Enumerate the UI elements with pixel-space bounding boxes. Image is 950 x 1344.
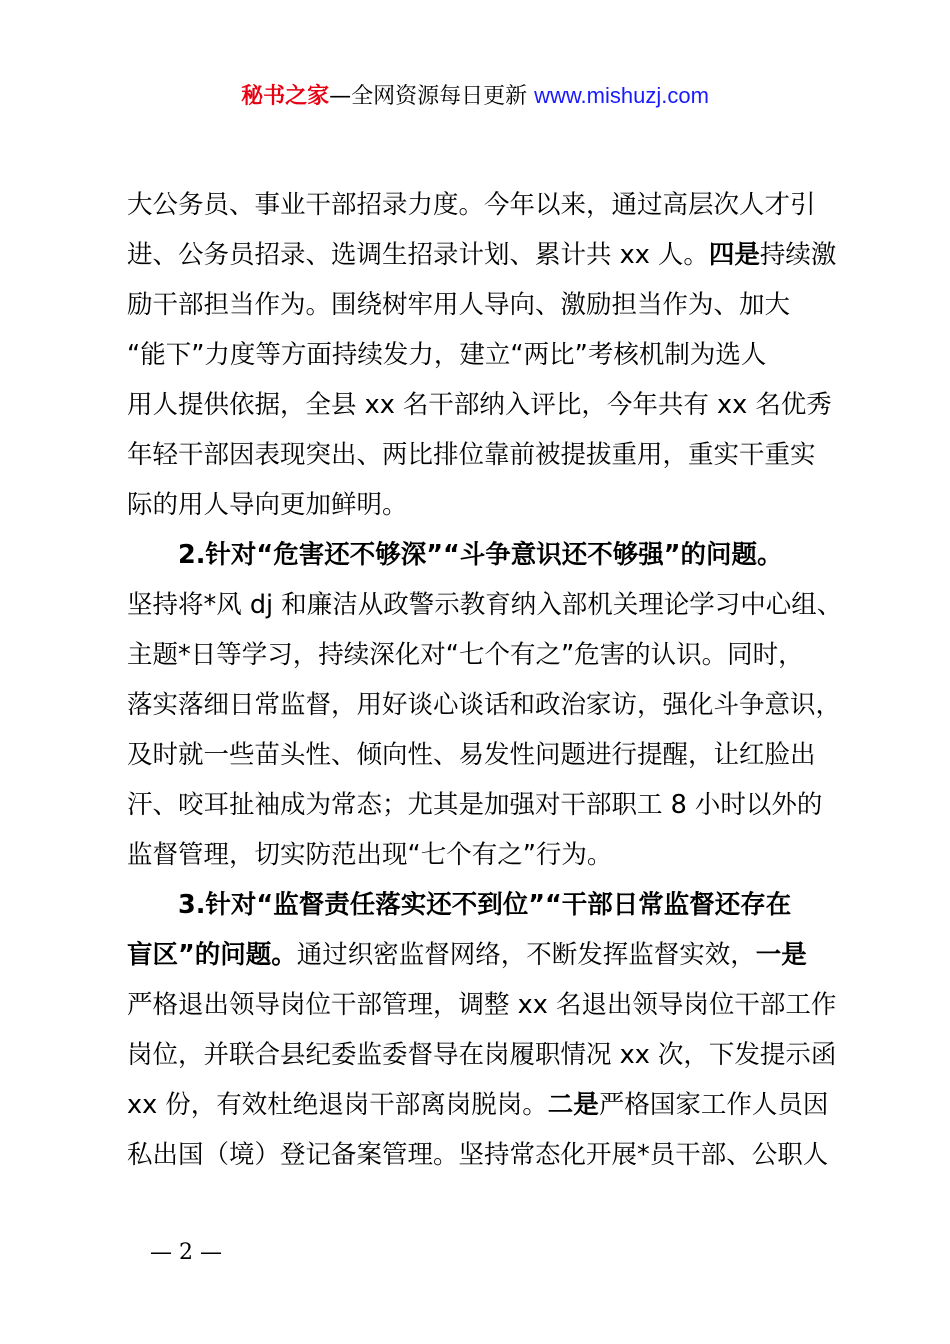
paragraph-2: [127, 530, 843, 880]
emphasis-two: 二是: [547, 1090, 599, 1120]
text-line: 严格退出领导岗位干部管理，调整 xx 名退出领导岗位干部工作: [127, 990, 837, 1020]
text-line: 际的用人导向更加鲜明。: [127, 490, 408, 520]
site-url-link[interactable]: www.mishuzj.com: [534, 83, 709, 108]
document-body: [127, 180, 843, 1180]
text-line: xx 份，有效杜绝退岗干部离岗脱岗。二是严格国家工作人员因: [127, 1090, 829, 1120]
text-line: 用人提供依据，全县 xx 名干部纳入评比，今年共有 xx 名优秀: [127, 390, 832, 420]
text-line: 主题*日等学习，持续深化对“七个有之”危害的认识。同时，: [127, 640, 804, 670]
site-header-banner: [0, 80, 950, 113]
text-line: 大公务员、事业干部招录力度。今年以来，通过高层次人才引: [127, 190, 816, 220]
text-line: 落实落细日常监督，用好谈心谈话和政治家访，强化斗争意识，: [127, 690, 842, 720]
brand-name: 秘书之家: [241, 84, 330, 109]
section-heading-3-continued: 盲区”的问题。: [127, 940, 297, 970]
text-line: 盲区”的问题。通过织密监督网络，不断发挥监督实效，一是: [127, 940, 807, 970]
emphasis-one: 一是: [755, 940, 807, 970]
text-line: 年轻干部因表现突出、两比排位靠前被提拔重用，重实干重实: [127, 440, 816, 470]
text-line: 私出国（境）登记备案管理。坚持常态化开展*员干部、公职人: [127, 1140, 829, 1170]
text-line: 岗位，并联合县纪委监委督导在岗履职情况 xx 次，下发提示函: [127, 1040, 837, 1070]
text-line: 汗、咬耳扯袖成为常态；尤其是加强对干部职工 8 小时以外的: [127, 790, 823, 820]
section-heading-2: 2.针对“危害还不够深”“斗争意识还不够强”的问题。: [178, 540, 783, 570]
text-line: 励干部担当作为。围绕树牢用人导向、激励担当作为、加大: [127, 290, 791, 320]
text-line: 坚持将*风 dj 和廉洁从政警示教育纳入部机关理论学习中心组、: [127, 590, 843, 620]
text-line: “能下”力度等方面持续发力，建立“两比”考核机制为选人: [127, 340, 767, 370]
text-line: 及时就一些苗头性、倾向性、易发性问题进行提醒，让红脸出: [127, 740, 816, 770]
page-number: — 2 —: [150, 1240, 222, 1265]
section-heading-3: 3.针对“监督责任落实还不到位”“干部日常监督还存在: [178, 890, 792, 920]
text-line: 进、公务员招录、选调生招录计划、累计共 xx 人。四是持续激: [127, 240, 837, 270]
paragraph-3: [127, 880, 837, 1180]
header-tagline: —全网资源每日更新: [329, 84, 528, 109]
paragraph-1: [127, 180, 837, 530]
text-line: 监督管理，切实防范出现“七个有之”行为。: [127, 840, 613, 870]
emphasis-four: 四是: [708, 240, 760, 270]
